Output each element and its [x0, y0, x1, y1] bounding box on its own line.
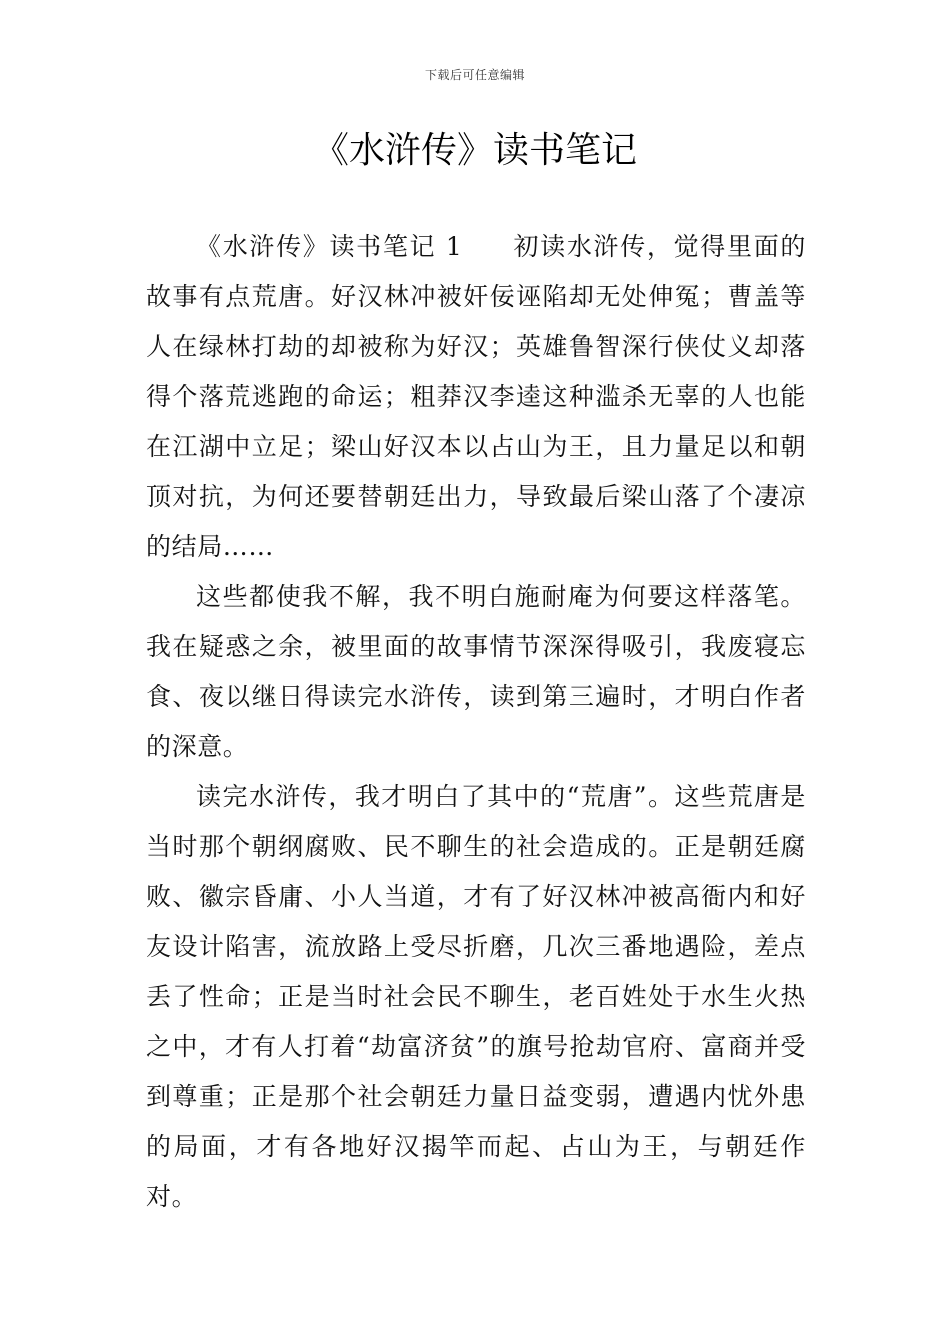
header-note: 下载后可任意编辑 [424, 68, 525, 82]
paragraph-1 [146, 222, 806, 572]
section-heading: 《水浒传》读书笔记 1 [196, 232, 463, 261]
paragraph-1-text: 初读水浒传，觉得里面的故事有点荒唐。好汉林冲被奸佞诬陷却无处伸冤；曹盖等人在绿林打劫的却被称为好汉；英雄鲁智深行侠仗义却落得个落荒逃跑的命运；粗莽汉李逵这种滥杀无辜的人也能在江湖中立足；梁山好汉本以占山为王，且力量足以和朝顶对抗，为何还要替朝廷出力，导致最后梁山落了个凄凉的结局…… [146, 232, 806, 561]
paragraph-2: 这些都使我不解，我不明白施耐庵为何要这样落笔。我在疑惑之余，被里面的故事情节深深得吸引，我废寝忘食、夜以继日得读完水浒传，读到第三遍时，才明白作者的深意。 [146, 582, 806, 761]
document-title: 《水浒传》读书笔记 [312, 130, 637, 171]
paragraph-3: 读完水浒传，我才明白了其中的“荒唐”。这些荒唐是当时那个朝纲腐败、民不聊生的社会造成的。正是朝廷腐败、徽宗昏庸、小人当道，才有了好汉林冲被高衙内和好友设计陷害，流放路上受尽折磨，几次三番地遇险，差点丢了性命；正是当时社会民不聊生，老百姓处于水生火热之中，才有人打着“劫富济贫”的旗号抢劫官府、富商并受到尊重；正是那个社会朝廷力量日益变弱，遭遇内忧外患的局面，才有各地好汉揭竿而起、占山为王，与朝廷作对。 [146, 782, 806, 1211]
document-body [146, 222, 806, 1222]
